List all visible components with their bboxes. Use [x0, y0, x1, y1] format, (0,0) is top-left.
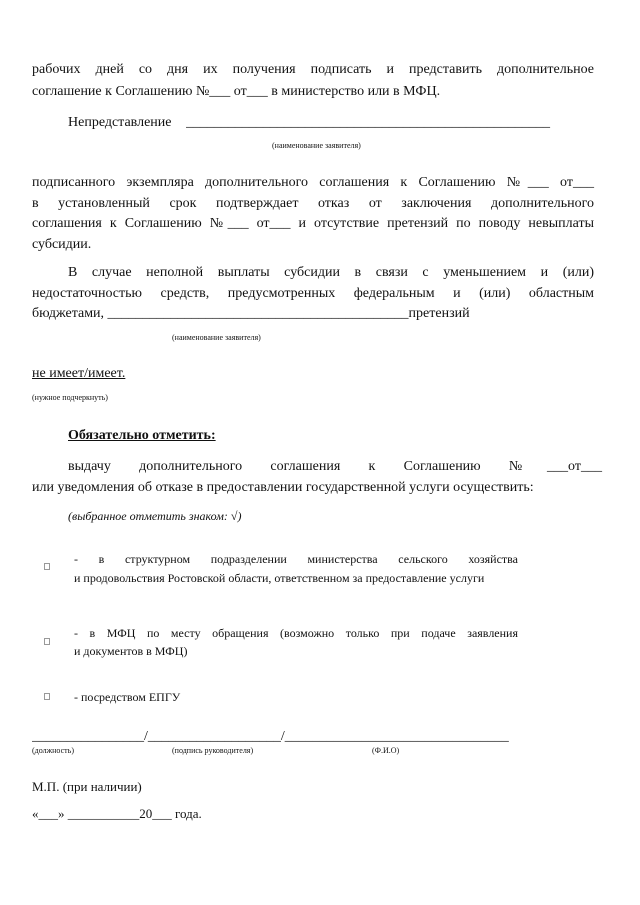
mandatory-line1: выдачу дополнительного соглашения к Соглашению №___от___	[68, 459, 602, 474]
option-structural-line2: и продовольствия Ростовской области, ответственном за предоставление услуги	[74, 571, 485, 585]
option-epgu-line1: - посредством ЕПГУ	[74, 690, 181, 704]
para2-line4: субсидии.	[32, 237, 92, 252]
option-mfc-line1: - в МФЦ по месту обращения (возможно только при подаче заявления	[74, 626, 518, 640]
option-epgu-checkbox[interactable]	[44, 693, 50, 700]
claims-caption: (нужное подчеркнуть)	[32, 393, 108, 402]
nonsubmit-label: Непредставление	[68, 115, 172, 130]
stamp-text: М.П. (при наличии)	[32, 779, 142, 794]
option-mfc-line2: и документов в МФЦ)	[74, 644, 188, 658]
para3-line1: В случае неполной выплаты субсидии в связи с уменьшением и (или)	[68, 265, 594, 280]
para2-line3: соглашения к Соглашению №___ от___ и отсутствие претензий по поводу невыплаты	[32, 216, 594, 231]
applicant-name-caption: (наименование заявителя)	[272, 141, 361, 150]
para2-line1: подписанного экземпляра дополнительного соглашения к Соглашению №___ от___	[32, 175, 594, 190]
mandatory-heading: Обязательно отметить:	[68, 428, 216, 443]
signature-line: ________________/___________________/________________________________	[32, 729, 509, 744]
signature-fullname-caption: (Ф.И.О)	[372, 746, 400, 755]
para3-line3: бюджетами, ___________________________________________претензий	[32, 306, 470, 321]
option-structural-line1: - в структурном подразделении министерства сельского хозяйства	[74, 552, 518, 566]
para1-line1: рабочих дней со дня их получения подписать и представить дополнительное	[32, 62, 594, 77]
option-structural-checkbox[interactable]	[44, 563, 50, 570]
applicant-name-blank: ____________________________________________________	[186, 115, 550, 130]
para2-line2: в установленный срок подтверждает отказ от заключения дополнительного	[32, 196, 594, 211]
signature-position-caption: (должность)	[32, 746, 74, 755]
para3-caption: (наименование заявителя)	[172, 333, 261, 342]
signature-head-caption: (подпись руководителя)	[172, 746, 254, 755]
mandatory-hint: (выбранное отметить знаком: √)	[68, 509, 242, 523]
claims-text: не имеет/имеет.	[32, 366, 126, 381]
para1-line2: соглашение к Соглашению №___ от___ в министерство или в МФЦ.	[32, 84, 441, 99]
date-line: «___» ___________20___ года.	[32, 806, 202, 821]
option-mfc-checkbox[interactable]	[44, 638, 50, 645]
mandatory-line2: или уведомления об отказе в предоставлении государственной услуги осуществить:	[32, 480, 534, 495]
para3-line2: недостаточностью средств, предусмотренных федеральным и (или) областным	[32, 286, 594, 301]
